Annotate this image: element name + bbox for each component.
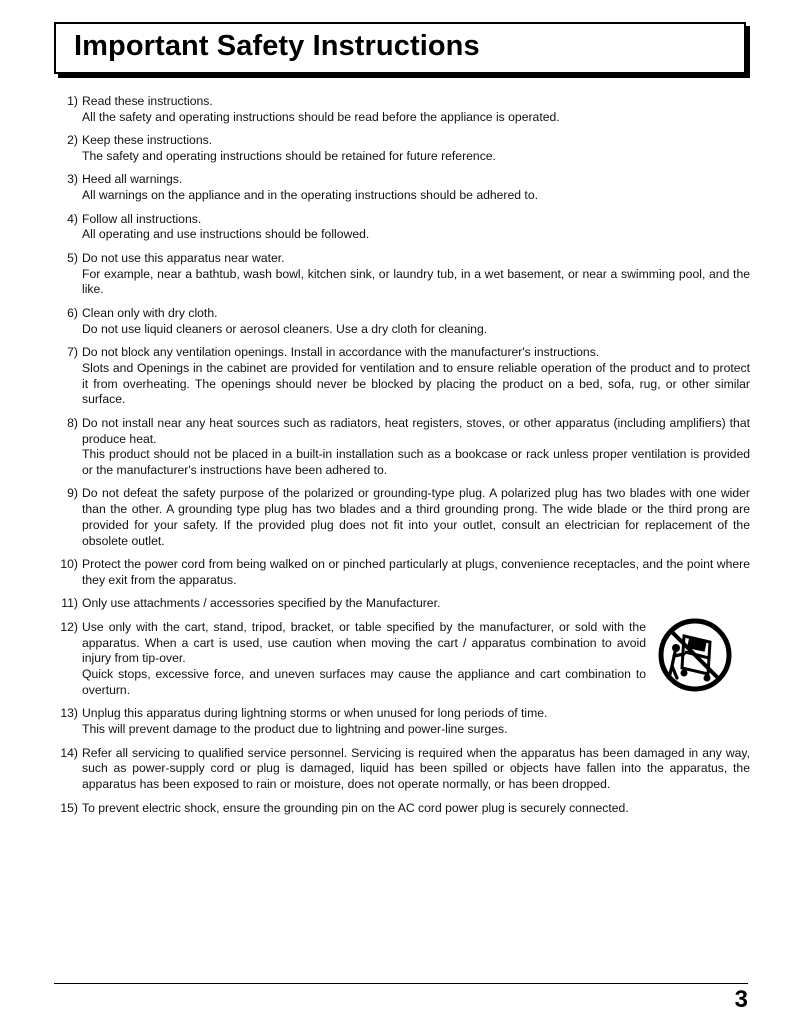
list-item — [40, 306, 750, 338]
list-item — [40, 620, 750, 699]
item-number: 14) — [60, 745, 78, 760]
list-item — [40, 416, 750, 479]
item-line: Slots and Openings in the cabinet are provided for ventilation and to ensure reliable operation of the product and to protect it from overheating. The openings should never be blocked by placing the product on a bed, sofa, rug, or other similar surface. — [82, 360, 750, 407]
title-box — [54, 22, 746, 74]
list-item — [40, 251, 750, 298]
item-number: 10) — [60, 557, 78, 572]
item-line: For example, near a bathtub, wash bowl, kitchen sink, or laundry tub, in a wet basement, or near a swimming pool, and the like. — [82, 266, 750, 297]
item-line: Do not use this apparatus near water. — [82, 250, 285, 265]
item-number: 4) — [67, 211, 78, 226]
item-line: To prevent electric shock, ensure the grounding pin on the AC cord power plug is securely connected. — [82, 800, 629, 815]
item-line: Keep these instructions. — [82, 133, 213, 148]
item-number: 11) — [61, 596, 78, 611]
footer-rule — [54, 983, 748, 984]
item-line: Unplug this apparatus during lightning storms or when unused for long periods of time. — [82, 706, 548, 721]
item-line: Clean only with dry cloth. — [82, 305, 218, 320]
list-item — [40, 706, 750, 738]
list-item — [40, 94, 750, 126]
page-number: 3 — [734, 986, 748, 1013]
item-line: Do not install near any heat sources such as radiators, heat registers, stoves, or other apparatus (including amplifiers) that produce heat. — [82, 415, 750, 446]
item-line: Do not block any ventilation openings. Install in accordance with the manufacturer's instructions. — [82, 344, 600, 359]
list-item — [40, 596, 750, 612]
item-line: Do not defeat the safety purpose of the polarized or grounding-type plug. A polarized plug has two blades with one wider than the other. A grounding type plug has two blades and a third grounding prong. The wide blade or the third prong are provided for your safety. If the provided plug does not fit into your outlet, consult an electrician for replacement of the obsolete outlet. — [82, 486, 750, 548]
item-number: 7) — [67, 344, 78, 359]
page-title: Important Safety Instructions — [74, 30, 480, 62]
item-line: Heed all warnings. — [82, 172, 183, 187]
list-item — [40, 212, 750, 244]
item-line: Protect the power cord from being walked on or pinched particularly at plugs, convenience receptacles, and the point where they exit from the apparatus. — [82, 557, 750, 588]
item-line: Only use attachments / accessories specified by the Manufacturer. — [82, 596, 441, 611]
item-number: 3) — [67, 172, 78, 187]
item-number: 8) — [67, 415, 78, 430]
item-line: The safety and operating instructions should be retained for future reference. — [82, 148, 496, 163]
cart-tip-over-warning-icon — [658, 618, 732, 692]
item-number: 1) — [67, 94, 78, 108]
list-item — [40, 486, 750, 549]
list-item — [40, 172, 750, 204]
item-line: Use only with the cart, stand, tripod, bracket, or table specified by the manufacturer, or sold with the apparatus. When a cart is used, use caution when moving the cart / apparatus combination to avoid injury from tip-over. — [82, 619, 646, 666]
list-item — [40, 345, 750, 408]
item-line: All operating and use instructions should be followed. — [82, 227, 370, 242]
list-item — [40, 557, 750, 589]
list-item — [40, 801, 750, 817]
item-line: Do not use liquid cleaners or aerosol cleaners. Use a dry cloth for cleaning. — [82, 321, 488, 336]
instructions-list — [40, 94, 750, 824]
item-line: This will prevent damage to the product due to lightning and power-line surges. — [82, 722, 508, 737]
item-line: Read these instructions. — [82, 94, 213, 108]
item-number: 9) — [67, 486, 78, 501]
item-line: All warnings on the appliance and in the operating instructions should be adhered to. — [82, 188, 538, 203]
item-line: Quick stops, excessive force, and uneven surfaces may cause the appliance and cart combination to overturn. — [82, 667, 646, 698]
item-line: Refer all servicing to qualified service personnel. Servicing is required when the apparatus has been damaged in any way, such as power-supply cord or plug is damaged, liquid has been spilled or objects have fallen into the apparatus, the apparatus has been exposed to rain or moisture, does not operate normally, or has been dropped. — [82, 745, 750, 792]
item-line: Follow all instructions. — [82, 211, 202, 226]
item-line: All the safety and operating instructions should be read before the appliance is operated. — [82, 109, 560, 124]
list-item — [40, 746, 750, 793]
item-number: 6) — [67, 305, 78, 320]
item-number: 5) — [67, 250, 78, 265]
item-number: 13) — [60, 706, 78, 721]
item-number: 2) — [67, 133, 78, 148]
item-number: 12) — [60, 619, 78, 634]
item-line: This product should not be placed in a built-in installation such as a bookcase or rack unless proper ventilation is provided or the manufacturer's instructions have been adhered to. — [82, 447, 750, 478]
list-item — [40, 133, 750, 165]
item-number: 15) — [60, 800, 78, 815]
